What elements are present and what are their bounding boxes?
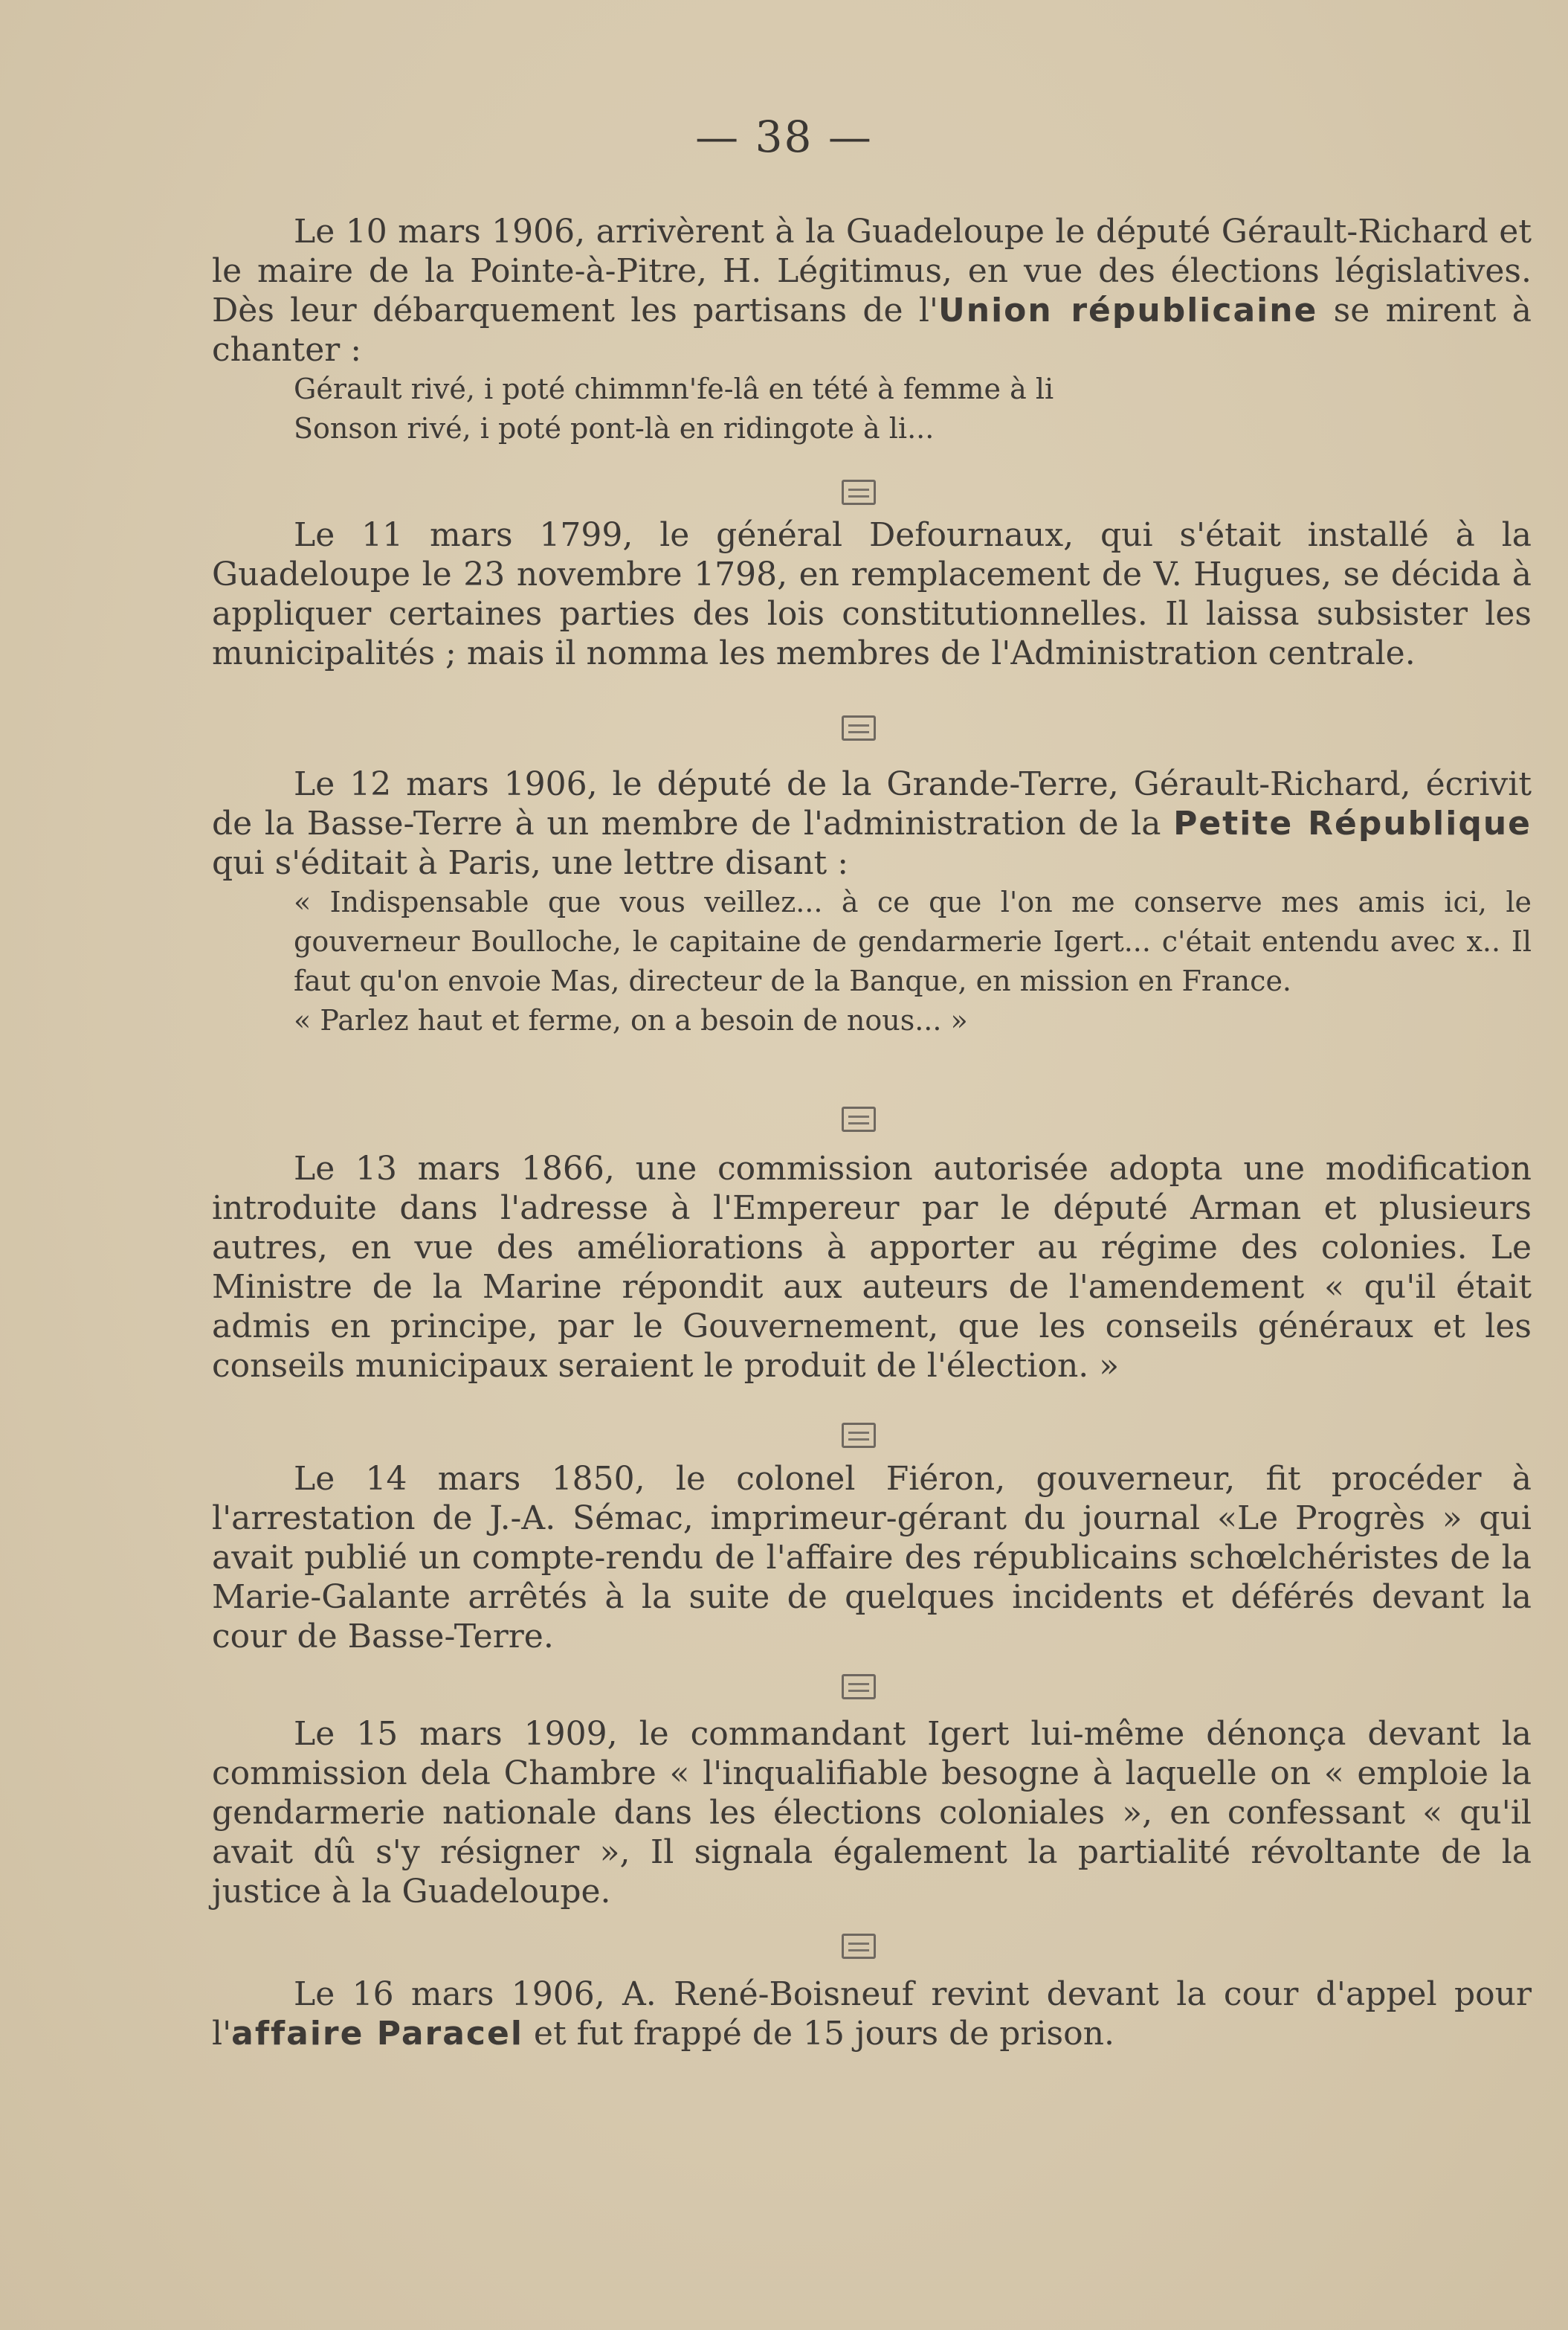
- entry-paragraph: Le 13 mars 1866, une commission autorisée adopta une modification introduite dans l'adresse à l'Empereur par le député Arman et plusieurs autres, en vue des améliorations à apporter au régime des colonies. Le Ministre de la Marine répondit aux auteurs de l'amendement « qu'il était admis en principe, par le Gouvernement, que les conseils généraux et les conseils municipaux seraient le produit de l'élection. »: [212, 1150, 1532, 1385]
- entry-13-mars: [212, 1149, 1532, 1386]
- song-line: Gérault rivé, i poté chimmn'fe-lâ en tété à femme à li: [294, 373, 1054, 405]
- separator-icon: [842, 1107, 876, 1132]
- separator-icon: [842, 1934, 876, 1959]
- emphasis: affaire Paracel: [231, 2015, 523, 2053]
- entry-11-mars: [212, 515, 1532, 673]
- separator-icon: [842, 480, 876, 505]
- entry-paragraph: Le 16 mars 1906, A. René-Boisneuf revint devant la cour d'appel pour l'affaire Paracel et fut frappé de 15 jours de prison.: [212, 1975, 1532, 2053]
- entry-14-mars: [212, 1459, 1532, 1656]
- letter-quote: « Parlez haut et ferme, on a besoin de nous... »: [294, 1004, 968, 1037]
- entry-12-mars: [212, 765, 1532, 1040]
- separator-icon: [842, 1423, 876, 1448]
- page-number: — 38 —: [695, 112, 873, 162]
- entry-10-mars: [212, 212, 1532, 448]
- entry-paragraph: Le 15 mars 1909, le commandant Igert lui-même dénonça devant la commission dela Chambre « l'inqualifiable besogne à laquelle on « emploie la gendarmerie nationale dans les élections coloniales », en confessant « qu'il avait dû s'y résigner », Il signala également la partialité révoltante de la justice à la Guadeloupe.: [212, 1715, 1532, 1911]
- song-line: Sonson rivé, i poté pont-là en ridingote à li...: [294, 412, 935, 445]
- entry-paragraph: Le 11 mars 1799, le général Defournaux, qui s'était installé à la Guadeloupe le 23 novembre 1798, en remplacement de V. Hugues, se décida à appliquer certaines parties des lois constitutionnelles. Il laissa subsister les municipalités ; mais il nomma les membres de l'Administration centrale.: [212, 516, 1532, 672]
- entry-paragraph: Le 14 mars 1850, le colonel Fiéron, gouverneur, fit procéder à l'arrestation de J.-A. Sémac, imprimeur-gérant du journal «Le Progrès » qui avait publié un compte-rendu de l'affaire des républicains schœlchéristes de la Marie-Galante arrêtés à la suite de quelques incidents et déférés devant la cour de Basse-Terre.: [212, 1460, 1532, 1655]
- entry-16-mars: [212, 1975, 1532, 2053]
- entry-paragraph: Le 10 mars 1906, arrivèrent à la Guadeloupe le député Gérault-Richard et le maire de la Pointe-à-Pitre, H. Légitimus, en vue des élections législatives. Dès leur débarquement les partisans de l'Union républicaine se mirent à chanter :: [212, 213, 1532, 369]
- separator-icon: [842, 1674, 876, 1699]
- entry-paragraph: Le 12 mars 1906, le député de la Grande-Terre, Gérault-Richard, écrivit de la Basse-Terre à un membre de l'administration de la Petite République qui s'éditait à Paris, une lettre disant :: [212, 765, 1532, 882]
- entry-15-mars: [212, 1714, 1532, 1911]
- letter-quote: « Indispensable que vous veillez... à ce que l'on me conserve mes amis ici, le gouverneur Boulloche, le capitaine de gendarmerie Igert... c'était entendu avec x.. Il faut qu'on envoie Mas, directeur de la Banque, en mission en France.: [294, 886, 1532, 997]
- emphasis: Petite République: [1173, 805, 1532, 843]
- separator-icon: [842, 715, 876, 741]
- emphasis: Union républicaine: [938, 292, 1318, 329]
